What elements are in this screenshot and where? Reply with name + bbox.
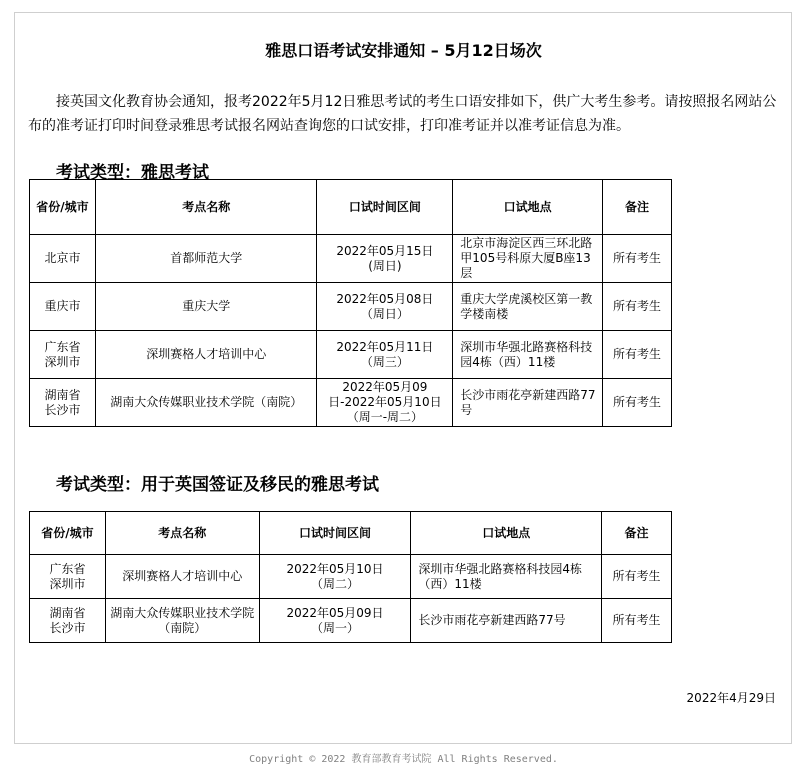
table-row — [30, 379, 672, 427]
cell-location: 深圳市华强北路赛格科技园4栋（西）11楼 — [453, 331, 603, 379]
cell-city: 湖南省 长沙市 — [30, 599, 106, 643]
cell-location: 重庆大学虎溪校区第一教学楼南楼 — [453, 283, 603, 331]
header-center: 考点名称 — [105, 512, 259, 555]
page-title: 雅思口语考试安排通知 – 5月12日场次 — [265, 41, 542, 60]
cell-location: 长沙市雨花亭新建西路77号 — [453, 379, 603, 427]
cell-time: 2022年05月10日 （周二） — [259, 555, 411, 599]
cell-center: 深圳赛格人才培训中心 — [105, 555, 259, 599]
cell-location: 长沙市雨花亭新建西路77号 — [411, 599, 602, 643]
header-location: 口试地点 — [411, 512, 602, 555]
cell-center: 重庆大学 — [95, 283, 317, 331]
cell-time: 2022年05月08日 （周日） — [317, 283, 453, 331]
header-note: 备注 — [602, 512, 672, 555]
section-title-ielts: 考试类型：雅思考试 — [56, 163, 209, 183]
header-city: 省份/城市 — [30, 512, 106, 555]
header-center: 考点名称 — [95, 180, 317, 235]
table-row — [30, 235, 672, 283]
cell-center: 湖南大众传媒职业技术学院（南院） — [95, 379, 317, 427]
cell-location: 北京市海淀区西三环北路甲105号科原大厦B座13层 — [453, 235, 603, 283]
header-location: 口试地点 — [453, 180, 603, 235]
table-row — [30, 599, 672, 643]
table-header-row — [30, 512, 672, 555]
cell-time: 2022年05月11日 （周三） — [317, 331, 453, 379]
cell-time: 2022年05月15日 (周日) — [317, 235, 453, 283]
cell-center: 深圳赛格人才培训中心 — [95, 331, 317, 379]
cell-location: 深圳市华强北路赛格科技园4栋（西）11楼 — [411, 555, 602, 599]
intro-paragraph: 接英国文化教育协会通知，报考2022年5月12日雅思考试的考生口语安排如下，供广大考生参考。请按照报名网站公布的准考证打印时间登录雅思考试报名网站查询您的口试安排，打印准考证并以准考证信息为准。 — [28, 94, 777, 134]
cell-city: 广东省 深圳市 — [30, 555, 106, 599]
header-time: 口试时间区间 — [259, 512, 411, 555]
cell-city: 湖南省 长沙市 — [30, 379, 96, 427]
notice-date: 2022年4月29日 — [686, 691, 776, 705]
cell-time: 2022年05月09日 （周一） — [259, 599, 411, 643]
cell-note: 所有考生 — [603, 235, 672, 283]
cell-city: 广东省 深圳市 — [30, 331, 96, 379]
cell-note: 所有考生 — [603, 331, 672, 379]
ielts-schedule-table — [29, 179, 672, 427]
cell-city: 北京市 — [30, 235, 96, 283]
cell-time: 2022年05月09 日-2022年05月10日 （周一-周二） — [317, 379, 453, 427]
cell-note: 所有考生 — [602, 555, 672, 599]
copyright-footer: Copyright © 2022 教育部教育考试院 All Rights Reserved. — [249, 754, 558, 765]
cell-note: 所有考生 — [602, 599, 672, 643]
cell-city: 重庆市 — [30, 283, 96, 331]
table-row — [30, 331, 672, 379]
section-title-ukvi: 考试类型：用于英国签证及移民的雅思考试 — [56, 475, 379, 495]
cell-center: 湖南大众传媒职业技术学院（南院） — [105, 599, 259, 643]
cell-note: 所有考生 — [603, 283, 672, 331]
header-city: 省份/城市 — [30, 180, 96, 235]
table-row — [30, 283, 672, 331]
table-header-row — [30, 180, 672, 235]
cell-note: 所有考生 — [603, 379, 672, 427]
header-note: 备注 — [603, 180, 672, 235]
table-row — [30, 555, 672, 599]
cell-center: 首都师范大学 — [95, 235, 317, 283]
ukvi-schedule-table — [29, 511, 672, 643]
header-time: 口试时间区间 — [317, 180, 453, 235]
